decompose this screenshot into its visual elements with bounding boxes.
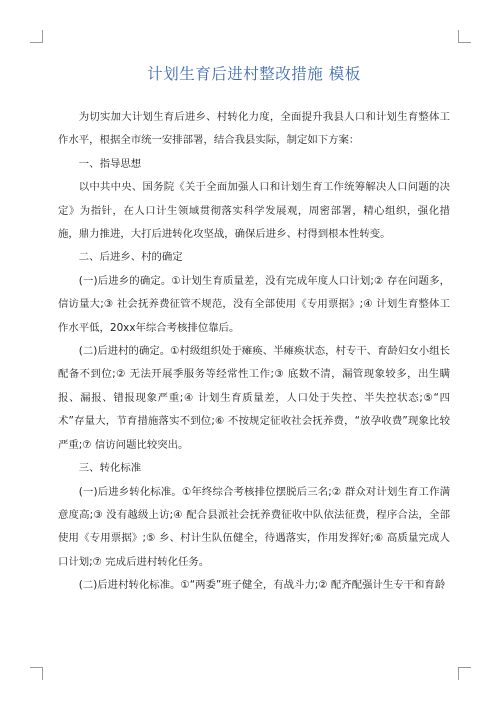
section-heading-determination: 二、后进乡、村的确定 (78, 251, 183, 264)
crop-mark-bottom-right (458, 667, 471, 680)
lagging-township-criteria-paragraph: (一)后进乡的确定。①计划生育质量差，没有完成年度人口计划;② 存在问题多，信访量大;③ 社会抚养费征管不规范，没有全部使用《专用票据》;④ 计划生育整体工作水平低，20xx年综合考核排位靠后。 (58, 274, 450, 334)
section-heading-transformation-standards: 三、转化标准 (78, 462, 142, 475)
township-transformation-standard-paragraph: (一)后进乡转化标准。①年终综合考核排位摆脱后三名;② 群众对计划生育工作满意度高;③ 没有越级上访;④ 配合县派社会抚养费征收中队依法征费，程序合法，全部使用《专用票据》;⑤ 乡、村计生队伍健全，待遇落实，作用发挥好;⑥ 高质量完成人口计划;⑦ 完成后进村转化任务。 (58, 485, 450, 568)
document-title: 计划生育后进村整改措施 模板 (147, 65, 361, 83)
lagging-village-criteria-paragraph: (二)后进村的确定。①村级组织处于瘫痪、半瘫痪状态，村专干、育龄妇女小组长配备不到位;② 无法开展季服务等经常性工作;③ 底数不清，漏管现象较多，出生瞒报、漏报、错报现象严重;④ 计划生育质量差，人口处于失控、半失控状态;⑤“四术”存量大，节育措施落实不到位;⑥ 不按规定征收社会抚养费，“放孕收费”现象比较严重;⑦ 信访问题比较突出。 (58, 345, 450, 451)
crop-mark-top-right (458, 30, 471, 43)
section-heading-guiding-ideology: 一、指导思想 (78, 157, 142, 170)
crop-mark-top-left (30, 30, 43, 43)
village-transformation-standard-paragraph: (二)后进村转化标准。①“两委”班子健全，有战斗力;② 配齐配强计生专干和育龄 (78, 579, 446, 592)
document-page (58, 62, 450, 598)
guiding-ideology-paragraph: 以中共中央、国务院《关于全面加强人口和计划生育工作统筹解决人口问题的决定》为指针，在人口计生领域贯彻落实科学发展观，周密部署，精心组织，强化措施，鼎力推进，大打后进转化攻坚战，确保后进乡、村得到根本性转变。 (58, 181, 450, 241)
intro-paragraph: 为切实加大计划生育后进乡、村转化力度，全面提升我县人口和计划生育整体工作水平，根据全市统一安排部署，结合我县实际，制定如下方案： (58, 111, 450, 147)
crop-mark-bottom-left (30, 667, 43, 680)
